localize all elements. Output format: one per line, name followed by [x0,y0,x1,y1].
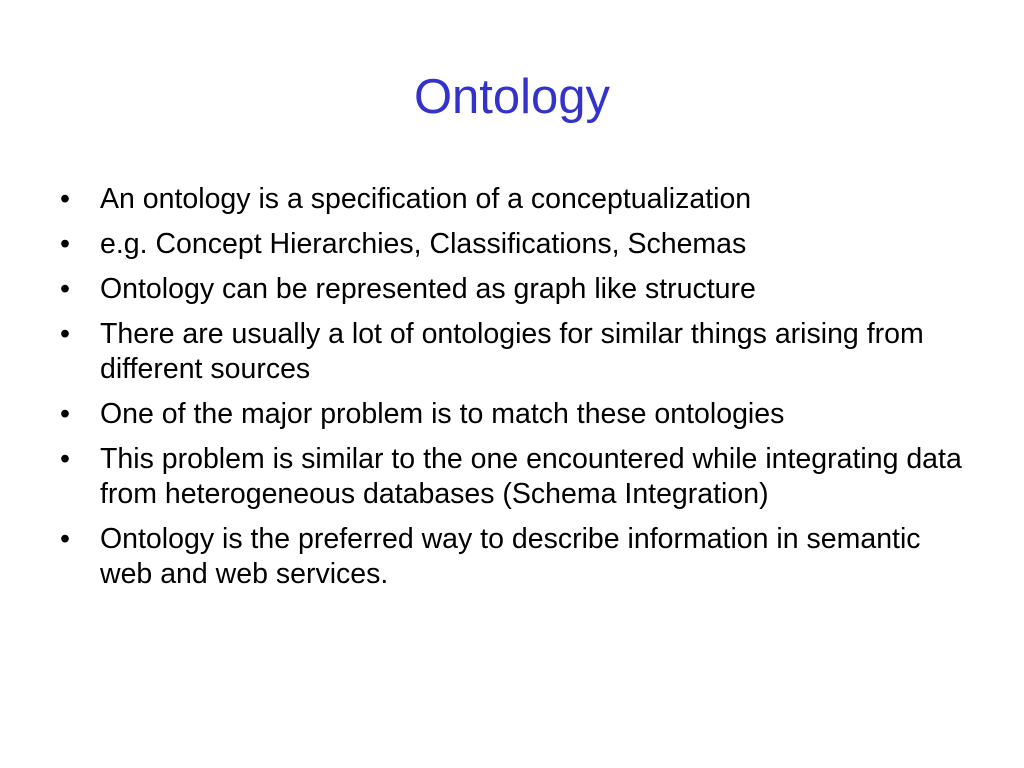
bullet-text: There are usually a lot of ontologies for similar things arising from different sources [100,318,924,385]
bullet-item [56,272,976,307]
bullet-marker: • [60,273,70,305]
bullet-text: Ontology is the preferred way to describe information in semantic web and web services. [100,523,921,590]
bullet-marker: • [60,443,70,475]
bullet-list [56,182,976,602]
bullet-item [56,182,976,217]
bullet-marker: • [60,523,70,555]
bullet-text: e.g. Concept Hierarchies, Classifications, Schemas [100,228,747,260]
bullet-text: Ontology can be represented as graph like structure [100,273,756,305]
bullet-marker: • [60,318,70,350]
bullet-item [56,522,976,592]
bullet-item [56,317,976,387]
bullet-text: This problem is similar to the one encountered while integrating data from heterogeneous databases (Schema Integration) [100,443,962,510]
slide-title: Ontology [413,70,611,124]
bullet-item [56,442,976,512]
bullet-text: An ontology is a specification of a conceptualization [100,183,752,215]
bullet-marker: • [60,228,70,260]
bullet-item [56,397,976,432]
bullet-item [56,227,976,262]
bullet-text: One of the major problem is to match these ontologies [100,398,785,430]
bullet-marker: • [60,398,70,430]
bullet-marker: • [60,183,70,215]
